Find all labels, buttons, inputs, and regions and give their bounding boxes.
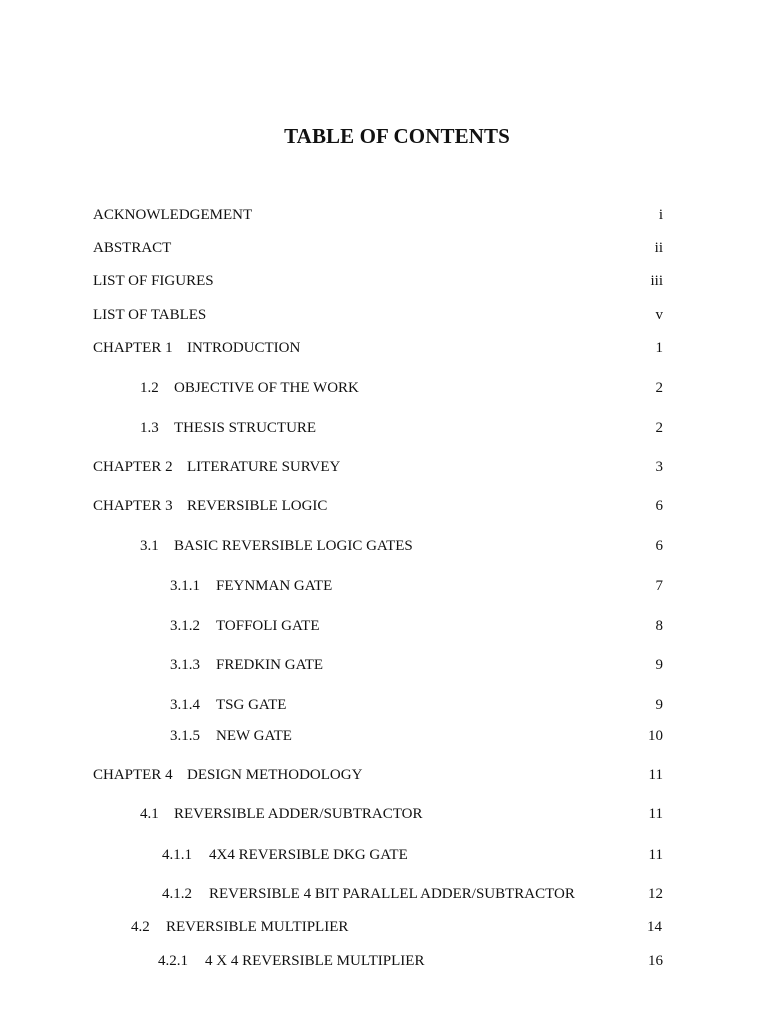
toc-entry bbox=[0, 377, 768, 399]
toc-entry-number: 4.1.1 bbox=[162, 847, 192, 863]
toc-entry-number: 4.2.1 bbox=[158, 953, 188, 969]
toc-entry bbox=[0, 883, 768, 905]
toc-entry bbox=[0, 304, 768, 326]
toc-entry-page: iii bbox=[650, 273, 663, 289]
toc-entry-number: CHAPTER 1 bbox=[93, 340, 173, 356]
toc-entry-label: INTRODUCTION bbox=[187, 340, 301, 356]
toc-entry-label: TOFFOLI GATE bbox=[216, 618, 320, 634]
toc-entry-label: 4 X 4 REVERSIBLE MULTIPLIER bbox=[205, 953, 425, 969]
toc-entry-number: 3.1.2 bbox=[170, 618, 200, 634]
toc-entry-label: FREDKIN GATE bbox=[216, 657, 324, 673]
toc-entry-number: 4.1 bbox=[140, 806, 159, 822]
toc-entry-label: THESIS STRUCTURE bbox=[174, 420, 317, 436]
toc-entry-label: 4X4 REVERSIBLE DKG GATE bbox=[209, 847, 408, 863]
toc-entry-page: ii bbox=[654, 240, 663, 256]
toc-entry-number: 3.1.5 bbox=[170, 728, 200, 744]
toc-entry-number: 4.1.2 bbox=[162, 886, 192, 902]
toc-entry-page: 3 bbox=[655, 459, 663, 475]
toc-entry-label: ABSTRACT bbox=[93, 240, 172, 256]
toc-entry-page: 6 bbox=[655, 538, 663, 554]
toc-entry bbox=[0, 417, 768, 439]
toc-entry-number: 4.2 bbox=[131, 919, 150, 935]
toc-entry-label: TSG GATE bbox=[216, 697, 287, 713]
toc-entry-label: REVERSIBLE MULTIPLIER bbox=[166, 919, 349, 935]
toc-entry bbox=[0, 654, 768, 676]
toc-entry-label: ACKNOWLEDGEMENT bbox=[93, 207, 253, 223]
toc-entry-label: REVERSIBLE LOGIC bbox=[187, 498, 328, 514]
toc-entry bbox=[0, 270, 768, 292]
toc-entry-number: 3.1.1 bbox=[170, 578, 200, 594]
toc-entry-label: LIST OF TABLES bbox=[93, 307, 207, 323]
toc-entry bbox=[0, 950, 768, 972]
toc-entry-page: 8 bbox=[655, 618, 663, 634]
toc-entry bbox=[0, 615, 768, 637]
toc-entry-label: DESIGN METHODOLOGY bbox=[187, 767, 363, 783]
toc-entry bbox=[0, 764, 768, 786]
toc-entry-page: 14 bbox=[647, 919, 662, 935]
toc-entry bbox=[0, 725, 768, 747]
toc-entry-number: CHAPTER 2 bbox=[93, 459, 173, 475]
toc-entry-label: REVERSIBLE ADDER/SUBTRACTOR bbox=[174, 806, 423, 822]
toc-entry-page: v bbox=[655, 307, 663, 323]
toc-entry-page: 10 bbox=[648, 728, 663, 744]
toc-entry-page: 2 bbox=[655, 380, 663, 396]
toc-entry bbox=[0, 237, 768, 259]
toc-entry-number: CHAPTER 3 bbox=[93, 498, 173, 514]
toc-entry-page: 1 bbox=[655, 340, 663, 356]
toc-entry-label: BASIC REVERSIBLE LOGIC GATES bbox=[174, 538, 413, 554]
toc-entry-page: 16 bbox=[648, 953, 663, 969]
toc-entry-page: 12 bbox=[648, 886, 663, 902]
toc-entry bbox=[0, 844, 768, 866]
toc-entry-number: 3.1 bbox=[140, 538, 159, 554]
toc-entry-number: 3.1.3 bbox=[170, 657, 200, 673]
toc-entry bbox=[0, 204, 768, 226]
toc-entry bbox=[0, 916, 768, 938]
toc-entry-number: 1.2 bbox=[140, 380, 159, 396]
toc-entry-page: 7 bbox=[655, 578, 663, 594]
toc-entry bbox=[0, 575, 768, 597]
toc-entry-page: 6 bbox=[655, 498, 663, 514]
toc-entry bbox=[0, 535, 768, 557]
toc-entry bbox=[0, 337, 768, 359]
toc-entry-label: FEYNMAN GATE bbox=[216, 578, 333, 594]
toc-entry bbox=[0, 803, 768, 825]
toc-entry-page: 2 bbox=[655, 420, 663, 436]
toc-entry-page: i bbox=[658, 207, 663, 223]
toc-entry-page: 11 bbox=[648, 806, 663, 822]
toc-entry-page: 9 bbox=[655, 697, 663, 713]
toc-entry-page: 9 bbox=[655, 657, 663, 673]
toc-entry bbox=[0, 694, 768, 716]
toc-entry-label: LITERATURE SURVEY bbox=[187, 459, 341, 475]
toc-entry bbox=[0, 456, 768, 478]
toc-entry-label: NEW GATE bbox=[216, 728, 292, 744]
toc-entry-label: REVERSIBLE 4 BIT PARALLEL ADDER/SUBTRACTOR bbox=[209, 886, 575, 902]
toc-entry-label: LIST OF FIGURES bbox=[93, 273, 214, 289]
toc-entry-number: CHAPTER 4 bbox=[93, 767, 173, 783]
toc-entry-page: 11 bbox=[648, 767, 663, 783]
toc-entry-label: OBJECTIVE OF THE WORK bbox=[174, 380, 359, 396]
toc-entry-page: 11 bbox=[648, 847, 663, 863]
toc-entry bbox=[0, 495, 768, 517]
page-title: TABLE OF CONTENTS bbox=[284, 124, 510, 148]
toc-entry-number: 1.3 bbox=[140, 420, 159, 436]
toc-entry-number: 3.1.4 bbox=[170, 697, 200, 713]
